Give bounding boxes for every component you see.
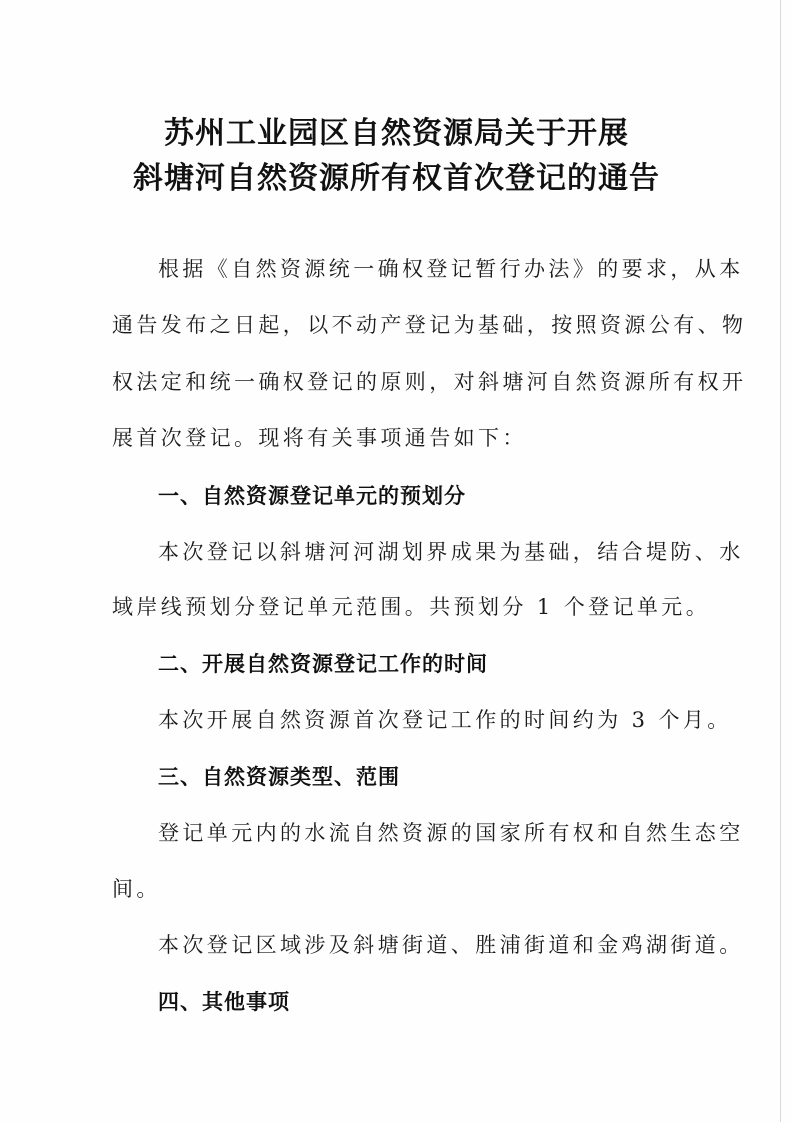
section-2-heading: 二、开展自然资源登记工作的时间 (158, 652, 488, 676)
section-1-line-1: 本次登记以斜塘河河湖划界成果为基础，结合堤防、水 (158, 540, 744, 564)
intro-line-1: 根据《自然资源统一确权登记暂行办法》的要求，从本 (158, 257, 744, 281)
section-3-line-3: 本次登记区域涉及斜塘街道、胜浦街道和金鸡湖街道。 (158, 933, 744, 957)
section-2-line-1: 本次开展自然资源首次登记工作的时间约为 3 个月。 (158, 708, 732, 732)
section-4-heading: 四、其他事项 (158, 990, 290, 1014)
title-line-2: 斜塘河自然资源所有权首次登记的通告 (133, 161, 660, 196)
section-3-heading: 三、自然资源类型、范围 (158, 765, 400, 789)
intro-line-3: 权法定和统一确权登记的原则，对斜塘河自然资源所有权开 (112, 370, 747, 394)
intro-line-4: 展首次登记。现将有关事项通告如下： (112, 426, 527, 450)
section-1-heading: 一、自然资源登记单元的预划分 (158, 484, 466, 508)
section-3-line-1: 登记单元内的水流自然资源的国家所有权和自然生态空 (158, 821, 744, 845)
title-line-1: 苏州工业园区自然资源局关于开展 (164, 116, 629, 151)
intro-line-2: 通告发布之日起，以不动产登记为基础，按照资源公有、物 (112, 313, 747, 337)
section-1-line-2: 域岸线预划分登记单元范围。共预划分 1 个登记单元。 (112, 595, 711, 619)
section-3-line-2: 间。 (112, 877, 161, 901)
